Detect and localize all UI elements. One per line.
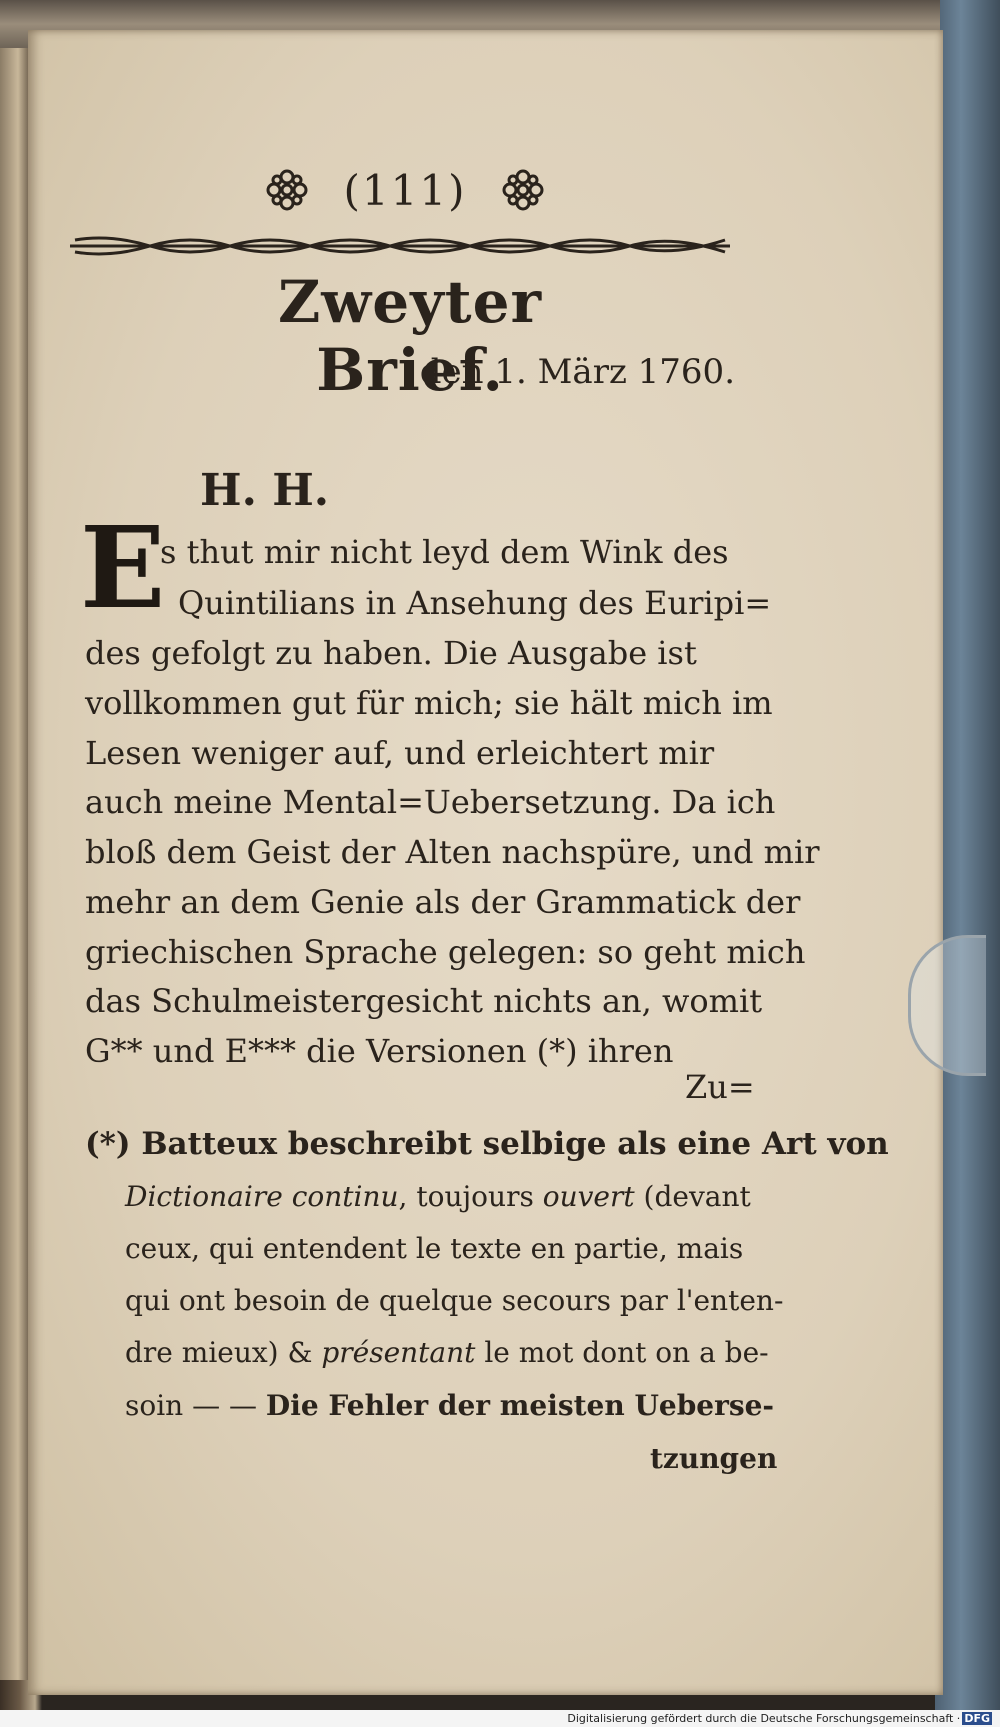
- footnote-text: le mot dont on a be-: [475, 1336, 769, 1369]
- body-line: mehr an dem Genie als der Grammatick der: [85, 883, 801, 921]
- ornamental-rule: [70, 232, 730, 260]
- salutation: H. H.: [200, 465, 330, 516]
- footnote-line: [125, 1387, 774, 1425]
- footnote-text: dre mieux) &: [125, 1336, 322, 1369]
- footnote-text: , toujours: [398, 1180, 543, 1213]
- footnote-line: [125, 1178, 751, 1216]
- footnote-line: ceux, qui entendent le texte en partie, mais: [125, 1232, 744, 1265]
- footnote-text: (devant: [634, 1180, 751, 1213]
- footnote-fraktur: Die Fehler der meisten Ueberse-: [265, 1389, 775, 1422]
- body-line: G** und E*** die Versionen (*) ihren: [85, 1032, 674, 1070]
- left-page-edge: [0, 40, 30, 1680]
- letter-date: den 1. März 1760.: [419, 352, 735, 392]
- footnote-italic: Dictionaire continu: [125, 1180, 399, 1213]
- footnote-text: soin — —: [125, 1389, 266, 1422]
- page-number: (111): [343, 165, 467, 215]
- fleuron-icon: [500, 167, 546, 213]
- digitization-credit: [0, 1710, 1000, 1727]
- letter-title: Zweyter Brief.: [277, 268, 543, 404]
- body-line: des gefolgt zu haben. Die Ausgabe ist: [85, 634, 697, 672]
- credit-text: Digitalisierung gefördert durch die Deutsche Forschungsgemeinschaft ·: [567, 1712, 961, 1725]
- body-line: bloß dem Geist der Alten nachspüre, und mir: [85, 833, 820, 871]
- page-header: [250, 160, 560, 220]
- body-line: Quintilians in Ansehung des Euripi=: [178, 584, 772, 622]
- body-line: s thut mir nicht leyd dem Wink des: [160, 533, 729, 571]
- footnote-catchword: tzungen: [650, 1442, 778, 1475]
- footnote-italic: présentant: [321, 1336, 476, 1369]
- body-line: auch meine Mental=Uebersetzung. Da ich: [85, 783, 776, 821]
- dfg-logo: DFG: [964, 1712, 990, 1725]
- book-cover: [935, 0, 1000, 1710]
- body-line: Lesen weniger auf, und erleichtert mir: [85, 734, 715, 772]
- fleuron-icon: [264, 167, 310, 213]
- footnote-line: [125, 1334, 769, 1372]
- body-line: das Schulmeistergesicht nichts an, womit: [85, 982, 763, 1020]
- catchword: Zu=: [685, 1068, 755, 1106]
- drop-cap: E: [80, 503, 166, 634]
- footnote-line: qui ont besoin de quelque secours par l'enten-: [125, 1284, 784, 1317]
- footnote-italic: ouvert: [542, 1180, 635, 1213]
- body-line: vollkommen gut für mich; sie hält mich im: [85, 684, 773, 722]
- body-line: griechischen Sprache gelegen: so geht mich: [85, 933, 806, 971]
- footnote-line: (*) Batteux beschreibt selbige als eine Art von: [85, 1126, 889, 1162]
